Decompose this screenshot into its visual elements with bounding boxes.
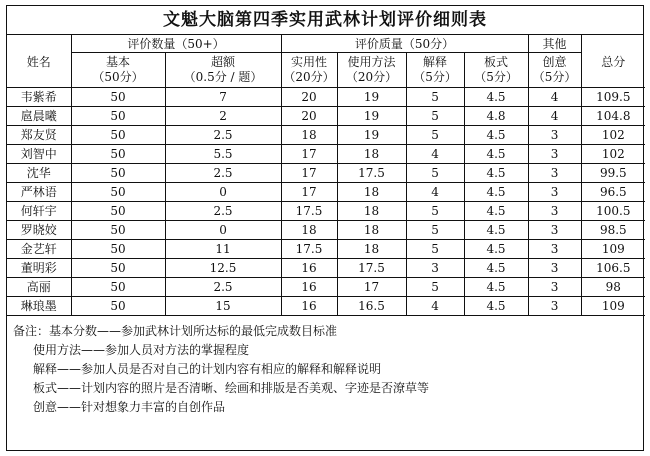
cell-extra: 0 [165,221,281,240]
cell-total: 106.5 [581,259,645,278]
cell-creative: 3 [528,202,581,221]
cell-method: 19 [337,126,406,145]
col-header-practical [281,53,337,88]
col-header-sub: （0.5分 / 题） [183,70,263,84]
cell-practical: 17 [281,145,337,164]
cell-explain: 4 [406,297,464,316]
cell-total: 98 [581,278,645,297]
col-header-layout [464,53,528,88]
cell-practical: 17 [281,164,337,183]
table-row [7,259,645,278]
table-row [7,202,645,221]
col-header-total: 总分 [581,35,645,88]
cell-name: 严林语 [7,183,71,202]
cell-name: 郑友贤 [7,126,71,145]
cell-practical: 17 [281,183,337,202]
cell-name: 韦紫希 [7,88,71,107]
col-header-name: 姓名 [7,35,71,88]
col-header-sub: （5分） [474,70,518,84]
cell-extra: 7 [165,88,281,107]
table-row [7,297,645,316]
cell-total: 109 [581,297,645,316]
col-header-label: 实用性 [291,55,328,69]
cell-name: 罗晓姣 [7,221,71,240]
cell-creative: 3 [528,278,581,297]
cell-extra: 2.5 [165,202,281,221]
cell-basic: 50 [71,126,165,145]
note-line: 创意——针对想象力丰富的自创作品 [33,400,226,414]
cell-basic: 50 [71,297,165,316]
col-header-sub: （5分） [532,70,577,84]
col-header-sub: （20分） [345,70,398,84]
cell-explain: 5 [406,88,464,107]
cell-creative: 4 [528,107,581,126]
col-header-explain [406,53,464,88]
evaluation-document [6,5,644,451]
cell-practical: 18 [281,126,337,145]
cell-practical: 17.5 [281,202,337,221]
cell-method: 19 [337,88,406,107]
cell-explain: 4 [406,183,464,202]
cell-creative: 3 [528,240,581,259]
cell-extra: 0 [165,183,281,202]
col-header-label: 超额 [211,55,236,69]
cell-practical: 18 [281,221,337,240]
cell-extra: 11 [165,240,281,259]
table-row [7,164,645,183]
cell-name: 扈晨曦 [7,107,71,126]
col-header-label: 板式 [484,55,509,69]
cell-basic: 50 [71,202,165,221]
cell-extra: 2.5 [165,164,281,183]
cell-extra: 2.5 [165,126,281,145]
note-line: 板式——计划内容的照片是否清晰、绘画和排版是否美观、字迹是否潦草等 [33,381,430,395]
cell-creative: 4 [528,88,581,107]
group-header-quantity: 评价数量（50+） [71,35,281,53]
cell-basic: 50 [71,259,165,278]
header-row-groups [7,35,645,53]
cell-layout: 4.5 [464,240,528,259]
col-header-basic [71,53,165,88]
cell-basic: 50 [71,88,165,107]
cell-creative: 3 [528,183,581,202]
header-row-columns [7,53,645,88]
table-row [7,278,645,297]
group-header-other: 其他 [528,35,581,53]
cell-explain: 5 [406,221,464,240]
cell-extra: 2 [165,107,281,126]
cell-basic: 50 [71,221,165,240]
cell-layout: 4.5 [464,183,528,202]
col-header-method [337,53,406,88]
cell-creative: 3 [528,145,581,164]
group-header-quality: 评价质量（50分） [281,35,528,53]
cell-total: 99.5 [581,164,645,183]
cell-practical: 20 [281,107,337,126]
note-line: 备注：基本分数——参加武林计划所达标的最低完成数目标准 [13,324,338,338]
cell-extra: 2.5 [165,278,281,297]
cell-layout: 4.5 [464,145,528,164]
col-header-sub: （5分） [413,70,457,84]
col-header-sub: （50分） [92,70,144,84]
cell-name: 刘智中 [7,145,71,164]
cell-total: 109.5 [581,88,645,107]
cell-name: 沈华 [7,164,71,183]
cell-creative: 3 [528,297,581,316]
cell-basic: 50 [71,107,165,126]
table-row [7,88,645,107]
cell-method: 18 [337,202,406,221]
cell-creative: 3 [528,221,581,240]
cell-creative: 3 [528,259,581,278]
cell-method: 18 [337,221,406,240]
cell-total: 98.5 [581,221,645,240]
table-row [7,107,645,126]
cell-layout: 4.8 [464,107,528,126]
col-header-creative [528,53,581,88]
col-header-label: 基本 [105,55,130,69]
cell-basic: 50 [71,164,165,183]
col-header-label: 创意 [542,55,567,69]
cell-extra: 12.5 [165,259,281,278]
cell-explain: 4 [406,145,464,164]
cell-practical: 16 [281,278,337,297]
page-title: 文魁大脑第四季实用武林计划评价细则表 [7,6,643,35]
col-header-extra [165,53,281,88]
cell-basic: 50 [71,183,165,202]
cell-method: 16.5 [337,297,406,316]
cell-practical: 16 [281,259,337,278]
cell-explain: 5 [406,202,464,221]
col-header-label: 使用方法 [347,55,396,69]
table-row [7,183,645,202]
cell-practical: 16 [281,297,337,316]
cell-layout: 4.5 [464,164,528,183]
cell-total: 104.8 [581,107,645,126]
cell-method: 17.5 [337,164,406,183]
cell-name: 金艺轩 [7,240,71,259]
cell-layout: 4.5 [464,202,528,221]
notes-section [7,316,643,417]
table-row [7,126,645,145]
cell-explain: 5 [406,164,464,183]
cell-total: 100.5 [581,202,645,221]
cell-basic: 50 [71,240,165,259]
cell-practical: 17.5 [281,240,337,259]
cell-total: 96.5 [581,183,645,202]
cell-explain: 5 [406,126,464,145]
cell-method: 17 [337,278,406,297]
cell-name: 何轩宇 [7,202,71,221]
cell-explain: 5 [406,240,464,259]
cell-method: 18 [337,240,406,259]
col-header-label: 解释 [423,55,448,69]
table-row [7,240,645,259]
cell-layout: 4.5 [464,297,528,316]
cell-method: 18 [337,183,406,202]
cell-total: 102 [581,126,645,145]
cell-layout: 4.5 [464,221,528,240]
cell-practical: 20 [281,88,337,107]
cell-explain: 5 [406,107,464,126]
cell-creative: 3 [528,126,581,145]
cell-layout: 4.5 [464,259,528,278]
cell-name: 琳琅墨 [7,297,71,316]
cell-creative: 3 [528,164,581,183]
cell-explain: 5 [406,278,464,297]
table-row [7,145,645,164]
cell-basic: 50 [71,278,165,297]
cell-name: 高丽 [7,278,71,297]
cell-total: 102 [581,145,645,164]
cell-total: 109 [581,240,645,259]
table-row [7,221,645,240]
cell-method: 18 [337,145,406,164]
cell-basic: 50 [71,145,165,164]
cell-explain: 3 [406,259,464,278]
cell-method: 17.5 [337,259,406,278]
cell-name: 董明彩 [7,259,71,278]
cell-layout: 4.5 [464,278,528,297]
note-line: 使用方法——参加人员对方法的掌握程度 [33,343,250,357]
cell-method: 19 [337,107,406,126]
score-table [7,35,645,316]
cell-layout: 4.5 [464,126,528,145]
col-header-sub: （20分） [283,70,335,84]
cell-extra: 15 [165,297,281,316]
cell-layout: 4.5 [464,88,528,107]
note-line: 解释——参加人员是否对自己的计划内容有相应的解释和解释说明 [33,362,382,376]
cell-extra: 5.5 [165,145,281,164]
